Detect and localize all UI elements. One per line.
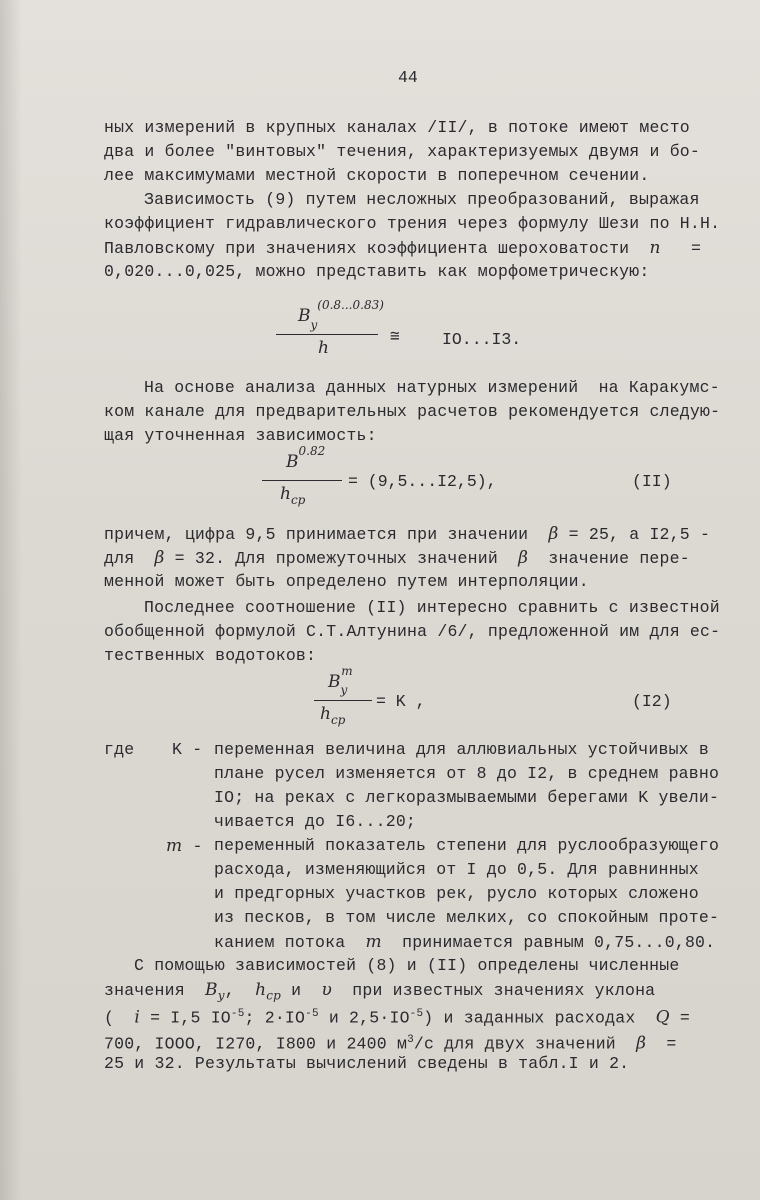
var-n: n bbox=[649, 238, 661, 258]
text-line: менной может быть определено путем интерполяции. bbox=[104, 572, 589, 591]
text-line: для β = 32. Для промежуточных значений β значение пере- bbox=[104, 548, 690, 568]
text-line: С помощью зависимостей (8) и (II) определены численные bbox=[134, 956, 680, 975]
text-line: причем, цифра 9,5 принимается при значении β = 25, а I2,5 - bbox=[104, 524, 711, 544]
text-line: два и более "винтовых" течения, характеризуемых двумя и бо- bbox=[104, 142, 700, 161]
text-line: тественных водотоков: bbox=[104, 646, 317, 665]
formula1-relation: ≅ bbox=[390, 328, 400, 346]
formula2-rhs: = (9,5...I2,5), bbox=[348, 472, 497, 491]
text-line: переменная величина для аллювиальных устойчивых в bbox=[214, 740, 709, 759]
formula-II bbox=[262, 446, 682, 516]
text-line: 700, IOOO, I270, I800 и 2400 $м^3/с$ для двух значений β = bbox=[104, 1033, 677, 1054]
text-line: лее максимумами местной скорости в поперечном сечении. bbox=[104, 166, 650, 185]
page-number: 44 bbox=[398, 68, 418, 87]
text-line: ных измерений в крупных каналах /II/, в потоке имеют место bbox=[104, 118, 690, 137]
formula2-denominator: $h_{cp}$ bbox=[280, 484, 306, 507]
text-line: На основе анализа данных натурных измерений на Каракумс- bbox=[144, 378, 720, 397]
page-edge-shadow bbox=[0, 0, 22, 1200]
fraction-bar bbox=[276, 334, 378, 335]
equation-label: (I2) bbox=[632, 692, 672, 711]
formula3-denominator: $h_{cp}$ bbox=[320, 704, 346, 727]
text-line: 25 и 32. Результаты вычислений сведены в табл.I и 2. bbox=[104, 1054, 630, 1073]
fraction-bar bbox=[262, 480, 342, 481]
formula1-numerator: $B_y^{(0.8...0.83)}$ bbox=[298, 298, 384, 332]
formula3-rhs: = K , bbox=[376, 692, 426, 711]
text-line: 0,020...0,025, можно представить как морфометрическую: bbox=[104, 262, 650, 281]
text-line: канием потока m принимается равным 0,75...0,80. bbox=[214, 932, 716, 952]
text-line: ком канале для предварительных расчетов рекомендуется следую- bbox=[104, 402, 721, 421]
text-line: и предгорных участков рек, русло которых сложено bbox=[214, 884, 699, 903]
text-line: чивается до I6...20; bbox=[214, 812, 417, 831]
equation-label: (II) bbox=[632, 472, 672, 491]
formula-morphometric bbox=[276, 300, 616, 370]
where-word: где bbox=[104, 740, 135, 759]
text-line: ( i = I,5 $IO^{-5}$; $2\cdot IO^{-5}$ и $2,5\cdot IO^{-5}$) и заданных расходах Q = bbox=[104, 1007, 690, 1028]
text-line: коэффициент гидравлического трения через формулу Шези по Н.Н. bbox=[104, 214, 721, 233]
text-line: Зависимость (9) путем несложных преобразований, выражая bbox=[144, 190, 700, 209]
formula1-rhs: IO...I3. bbox=[442, 330, 522, 349]
formula1-denominator: h bbox=[318, 338, 329, 358]
formula2-numerator: $B^{0.82}$ bbox=[286, 444, 326, 472]
fraction-bar bbox=[314, 700, 372, 701]
text-line: щая уточненная зависимость: bbox=[104, 426, 377, 445]
text-line: Павловскому при значениях коэффициента шероховатости n = bbox=[104, 238, 702, 258]
formula3-numerator: $B_y^m$ bbox=[328, 664, 353, 697]
text-line: Последнее соотношение (II) интересно сравнить с известной bbox=[144, 598, 720, 617]
formula-I2 bbox=[314, 664, 684, 734]
text-line: расхода, изменяющийся от I до 0,5. Для равнинных bbox=[214, 860, 699, 879]
text-line: из песков, в том числе мелких, со спокойным проте- bbox=[214, 908, 720, 927]
text-line: плане русел изменяется от 8 до I2, в среднем равно bbox=[214, 764, 720, 783]
where-k-symbol: K - bbox=[172, 740, 203, 759]
text-line: IO; на реках с легкоразмываемыми берегами K увели- bbox=[214, 788, 720, 807]
text-line: переменный показатель степени для руслообразующего bbox=[214, 836, 720, 855]
text-line: обобщенной формулой С.Т.Алтунина /6/, предложенной им для ес- bbox=[104, 622, 721, 641]
where-m-symbol: m - bbox=[166, 836, 203, 856]
text-line: значения $B_y$, $h_{cp}$ и υ при известных значениях уклона bbox=[104, 980, 656, 1003]
